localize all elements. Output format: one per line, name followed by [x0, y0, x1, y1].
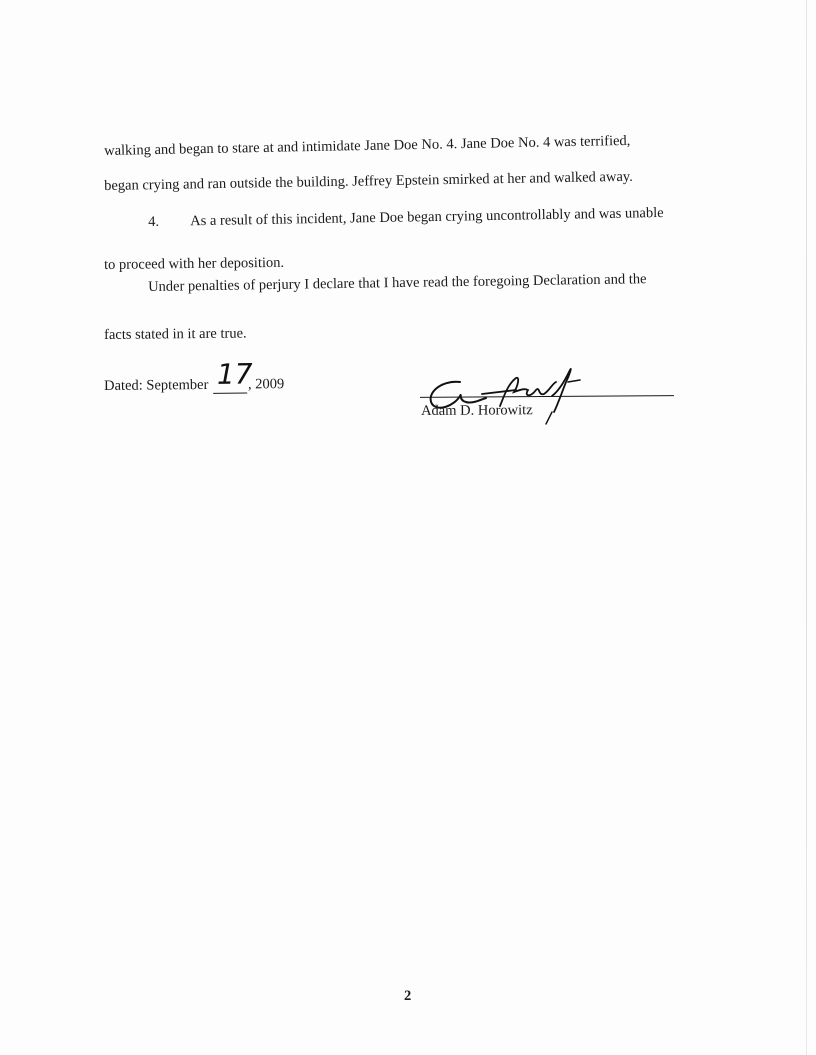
body-line: As a result of this incident, Jane Doe began crying uncontrollably and was unable [190, 205, 664, 230]
date-blank [213, 357, 253, 394]
date-prefix: Dated: September [104, 376, 209, 394]
handwritten-day: 17 [216, 357, 253, 391]
paragraph-number: 4. [148, 213, 160, 230]
declaration-statement-end: facts stated in it are true. [104, 325, 247, 343]
date-suffix: , 2009 [247, 376, 285, 393]
body-line: began crying and ran outside the building. Jeffrey Epstein smirked at her and walked away. [104, 168, 633, 194]
body-line: to proceed with her deposition. [104, 254, 285, 273]
signer-name: Adam D. Horowitz [421, 402, 533, 419]
scan-edge-line [806, 0, 807, 1055]
date-line [104, 357, 285, 395]
numbered-paragraph-4 [148, 204, 664, 231]
declaration-statement: Under penalties of perjury I declare that I have read the foregoing Declaration and the [148, 271, 647, 295]
body-line: walking and began to stare at and intimidate Jane Doe No. 4. Jane Doe No. 4 was terrified, [104, 132, 631, 159]
page-number: 2 [404, 988, 412, 1004]
